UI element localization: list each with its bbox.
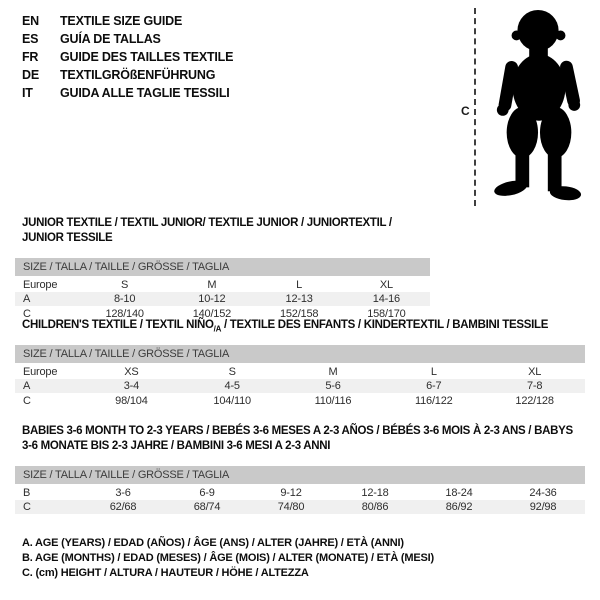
size-cell: M: [328, 365, 338, 378]
language-list: [22, 12, 233, 102]
size-cell: 158/170: [367, 307, 406, 320]
row-label: B: [23, 486, 31, 499]
section-title: [22, 216, 430, 249]
row-label: A: [23, 380, 31, 393]
size-cell: 6-7: [426, 380, 442, 393]
size-cell: L: [296, 278, 303, 291]
row-label: C: [23, 501, 31, 514]
section-title-text: CHILDREN'S TEXTILE / TEXTIL NIÑO: [22, 319, 214, 331]
measurement-legend: [22, 536, 434, 581]
section-title-text: / TEXTILE DES ENFANTS / KINDERTEXTIL / BAMBINI TESSILE: [221, 319, 549, 331]
table-row-europe: [15, 364, 585, 379]
language-label: GUÍA DE TALLAS: [60, 32, 161, 46]
language-label: GUIDA ALLE TAGLIE TESSILI: [60, 86, 230, 100]
size-cell: 3-4: [123, 380, 140, 393]
height-measure-line: [474, 8, 476, 206]
size-cell: S: [228, 365, 236, 378]
size-cell: 110/116: [314, 394, 352, 407]
size-table: [15, 364, 585, 408]
size-header-bar: SIZE / TALLA / TAILLE / GRÖSSE / TAGLIA: [15, 258, 430, 276]
legend-line-b: B. AGE (MONTHS) / EDAD (MESES) / ÂGE (MOIS) / ALTER (MONATE) / ETÀ (MESI): [22, 552, 434, 564]
size-cell: 9-12: [280, 486, 302, 499]
toddler-silhouette-icon: [486, 8, 592, 204]
language-label: GUIDE DES TAILLES TEXTILE: [60, 50, 234, 64]
table-row-a: [15, 292, 430, 307]
size-cell: 68/74: [193, 501, 221, 514]
language-code: FR: [22, 50, 39, 64]
table-row-c: [15, 393, 585, 408]
size-cell: 116/122: [415, 394, 453, 407]
size-cell: 24-36: [529, 486, 557, 499]
size-cell: 80/86: [361, 501, 389, 514]
row-label: Europe: [23, 365, 58, 378]
language-label: TEXTILGRÖßENFÜHRUNG: [60, 68, 216, 82]
size-cell: 4-5: [224, 380, 240, 393]
size-cell: 92/98: [529, 501, 557, 514]
size-cell: 7-8: [526, 380, 543, 393]
size-table: [15, 277, 430, 321]
section-title-text: JUNIOR TEXTILE / TEXTIL JUNIOR/ TEXTILE JUNIOR / JUNIORTEXTIL / JUNIOR TESSILE: [22, 217, 392, 244]
size-cell: 8-10: [114, 293, 136, 306]
size-cell: 12-18: [361, 486, 389, 499]
table-row-a: [15, 379, 585, 394]
size-cell: 14-16: [372, 293, 400, 306]
size-cell: 98/104: [115, 394, 148, 407]
language-row-es: [22, 30, 233, 48]
row-label: C: [23, 394, 31, 407]
size-header-bar: SIZE / TALLA / TAILLE / GRÖSSE / TAGLIA: [15, 345, 585, 363]
size-cell: 74/80: [277, 501, 305, 514]
language-row-fr: [22, 48, 233, 66]
row-label: Europe: [23, 278, 58, 291]
language-code: IT: [22, 86, 33, 100]
legend-line-a: A. AGE (YEARS) / EDAD (AÑOS) / ÂGE (ANS) / ALTER (JAHRE) / ETÀ (ANNI): [22, 537, 404, 549]
size-cell: 140/152: [192, 307, 232, 320]
size-table-section-1: [15, 318, 585, 408]
language-row-de: [22, 66, 233, 84]
size-cell: S: [121, 278, 129, 291]
size-cell: 62/68: [109, 501, 137, 514]
language-row-en: [22, 12, 233, 30]
size-table-section-0: [15, 216, 430, 321]
height-measure-label: C: [461, 104, 470, 118]
size-cell: 128/140: [105, 307, 144, 320]
section-title: [22, 424, 585, 457]
size-table: [15, 485, 585, 514]
size-cell: XL: [528, 365, 542, 378]
legend-line-c: C. (cm) HEIGHT / ALTURA / HAUTEUR / HÖHE / ALTEZZA: [22, 567, 309, 579]
table-row-b: [15, 485, 585, 500]
size-cell: 86/92: [445, 501, 473, 514]
size-cell: 152/158: [279, 307, 319, 320]
language-code: EN: [22, 14, 39, 28]
section-title-text: /A: [213, 324, 222, 334]
row-label: A: [23, 293, 31, 306]
language-code: ES: [22, 32, 39, 46]
size-cell: XL: [379, 278, 393, 291]
size-header-bar: SIZE / TALLA / TAILLE / GRÖSSE / TAGLIA: [15, 466, 585, 484]
size-cell: 10-12: [198, 293, 226, 306]
language-code: DE: [22, 68, 39, 82]
size-cell: 122/128: [515, 394, 554, 407]
size-cell: XS: [124, 365, 139, 378]
language-label: TEXTILE SIZE GUIDE: [60, 14, 183, 28]
section-title-text: BABIES 3-6 MONTH TO 2-3 YEARS / BEBÉS 3-6 MESES A 2-3 AÑOS / BÉBÉS 3-6 MOIS À 2-3 ANS / BABYS 3-6 MONATE BIS 2-3 JAHRE / BAMBINI 3-6 MESI A 2-3 ANNI: [22, 425, 573, 452]
size-table-section-2: [15, 424, 585, 514]
size-cell: 12-13: [285, 293, 313, 306]
size-cell: 104/110: [213, 394, 251, 407]
row-label: C: [23, 307, 31, 320]
size-cell: 6-9: [199, 486, 215, 499]
language-row-it: [22, 84, 233, 102]
table-row-europe: [15, 277, 430, 292]
size-cell: 5-6: [325, 380, 341, 393]
size-cell: M: [207, 278, 217, 291]
size-cell: L: [430, 365, 437, 378]
size-cell: 3-6: [115, 486, 131, 499]
section-title: [22, 318, 585, 336]
table-row-c: [15, 500, 585, 515]
size-cell: 18-24: [445, 486, 473, 499]
